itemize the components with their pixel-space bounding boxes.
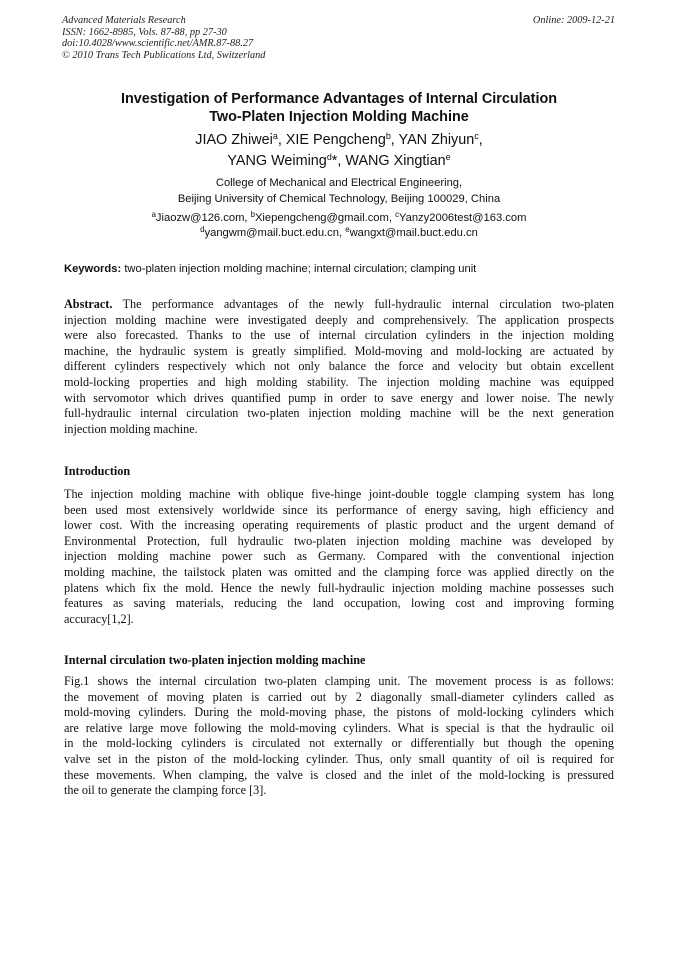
author-mark: a [272, 131, 278, 142]
email-separator: , [388, 212, 396, 224]
paragraph-line: mold-moving cylinders. During the mold-moving phase, the pistons of mold-locking cylinders which [64, 705, 614, 720]
author-separator: *, [331, 152, 346, 169]
keywords [64, 262, 624, 277]
issn-line: ISSN: 1662-8985, Vols. 87-88, pp 27-30 [62, 26, 227, 38]
author-name: XIE Pengcheng [285, 132, 386, 148]
paragraph-line: features as saving materials, reducing the land occupation, lowing cost and improving forming [64, 596, 614, 611]
doi-line: doi:10.4028/www.scientific.net/AMR.87-88.27 [62, 38, 254, 49]
author-mark: e [445, 151, 451, 162]
author-name: YAN Zhiyun [398, 132, 475, 148]
abstract-line: mold-locking properties and high molding stability. The injection molding machine was equipped [64, 374, 614, 389]
introduction-body [64, 487, 614, 627]
abstract-label: Abstract. [64, 297, 113, 311]
affiliation [40, 176, 638, 207]
keywords-label: Keywords: [64, 263, 122, 275]
paragraph-line: lower cost. With the increasing operating requirements of plastic product and the urgent demand of [64, 518, 614, 533]
email-mark: d [200, 225, 205, 235]
email-list [40, 211, 638, 241]
author-line-1 [40, 131, 638, 152]
paragraph-line: injection molding machine power such as Germany. Compared with the conventional injection [64, 549, 614, 564]
journal-name: Advanced Materials Research [62, 15, 186, 26]
email-separator: , [244, 212, 251, 224]
email-address[interactable]: Yanzy2006test@163.com [398, 212, 527, 224]
paragraph-line: accuracy[1,2]. [64, 611, 134, 626]
paragraph-line: Environmental Protection, full hydraulic two-platen injection molding machine was developed by [64, 533, 614, 548]
paragraph-line: molding machine, the tailstock platen was omitted and the clamping force was applied directly on the [64, 564, 614, 579]
abstract-line: injection molding machine. [64, 421, 198, 436]
email-line-1 [40, 211, 638, 226]
abstract-line: machine, the hydraulic system is greatly simplified. Mold-moving and mold-locking are actuated by [64, 343, 614, 358]
email-mark: e [345, 225, 350, 235]
abstract [64, 297, 614, 437]
email-separator: , [338, 227, 346, 239]
email-address[interactable]: Xiepengcheng@gmail.com [254, 212, 389, 224]
introduction-heading: Introduction [64, 464, 131, 478]
author-separator: , [478, 132, 483, 148]
paragraph-line: the movement of moving platen is carried out by 2 diagonally small-diameter cylinders called as [64, 689, 614, 704]
affiliation-line-1: College of Mechanical and Electrical Engineering, [215, 177, 463, 189]
paragraph-line: in the mold-locking cylinders is circulated not externally or differentially but though the opening [64, 736, 614, 751]
abstract-line: with servomotor which drives quantified pump in order to save energy and lower noise. The newly [64, 390, 614, 405]
section-body [64, 674, 614, 799]
email-mark: b [250, 210, 255, 220]
paper-title [40, 90, 638, 126]
abstract-line: full-hydraulic internal circulation two-platen injection molding machine will be the next generation [64, 406, 614, 421]
author-name: JIAO Zhiwei [195, 132, 273, 148]
paragraph-line: valve set in the piston of the mold-locking cylinder. Thus, only small quantity of oil is required for [64, 751, 614, 766]
abstract-line: injection molding machine were investigated deeply and comprehensively. The application prospects [64, 312, 614, 327]
title-line-2: Two-Platen Injection Molding Machine [209, 109, 469, 125]
author-list [40, 131, 638, 172]
author-separator: , [277, 132, 286, 148]
paragraph-line: are relative large move following the mold-moving cylinders. What is special is that the hydraulic oil [64, 720, 614, 735]
email-mark: a [151, 210, 156, 220]
abstract-line: were also forecasted. Thanks to the use of internal circulation cylinders in the injection molding [64, 328, 614, 343]
abstract-line: different cylinders respectively which not only balance the force and velocity but obtain excellent [64, 359, 614, 374]
email-address[interactable]: Jiaozw@126.com [155, 212, 245, 224]
author-separator: , [390, 132, 399, 148]
paragraph-line: the oil to generate the clamping force [3]. [64, 783, 267, 798]
keywords-text: two-platen injection molding machine; internal circulation; clamping unit [124, 263, 477, 275]
author-mark: d [326, 151, 332, 162]
author-mark: b [385, 131, 391, 142]
paragraph-line: platens which fix the mold. Hence the newly full-hydraulic injection molding machine possesses such [64, 580, 614, 595]
email-mark: c [395, 210, 399, 220]
abstract-line [64, 297, 614, 313]
author-name: YANG Weiming [227, 152, 327, 169]
copyright-line: © 2010 Trans Tech Publications Ltd, Switzerland [62, 49, 266, 61]
paragraph-line: been used most extensively worldwide since its performance of energy saving, high efficiency and [64, 502, 614, 517]
abstract-line-text: The performance advantages of the newly full-hydraulic internal circulation two-platen [112, 297, 614, 311]
author-line-2 [40, 152, 638, 173]
author-mark: c [474, 131, 479, 142]
email-line-2 [40, 226, 638, 241]
online-date: Online: 2009-12-21 [532, 15, 615, 26]
author-name: WANG Xingtian [345, 152, 446, 169]
email-address[interactable]: yangwm@mail.buct.edu.cn [204, 227, 339, 239]
email-address[interactable]: wangxt@mail.buct.edu.cn [349, 227, 478, 239]
affiliation-line-2: Beijing University of Chemical Technology, Beijing 100029, China [177, 192, 501, 205]
journal-header [62, 15, 265, 61]
paragraph-line: Fig.1 shows the internal circulation two-platen clamping unit. The movement process is as follows: [64, 674, 614, 688]
paragraph-line: these movements. When clamping, the valve is closed and the inlet of the mold-locking is pressured [64, 767, 614, 782]
paragraph-line: The injection molding machine with oblique five-hinge joint-double toggle clamping system has long [64, 487, 614, 501]
title-line-1: Investigation of Performance Advantages of Internal Circulation [120, 91, 558, 107]
section-heading: Internal circulation two-platen injection molding machine [64, 653, 366, 667]
